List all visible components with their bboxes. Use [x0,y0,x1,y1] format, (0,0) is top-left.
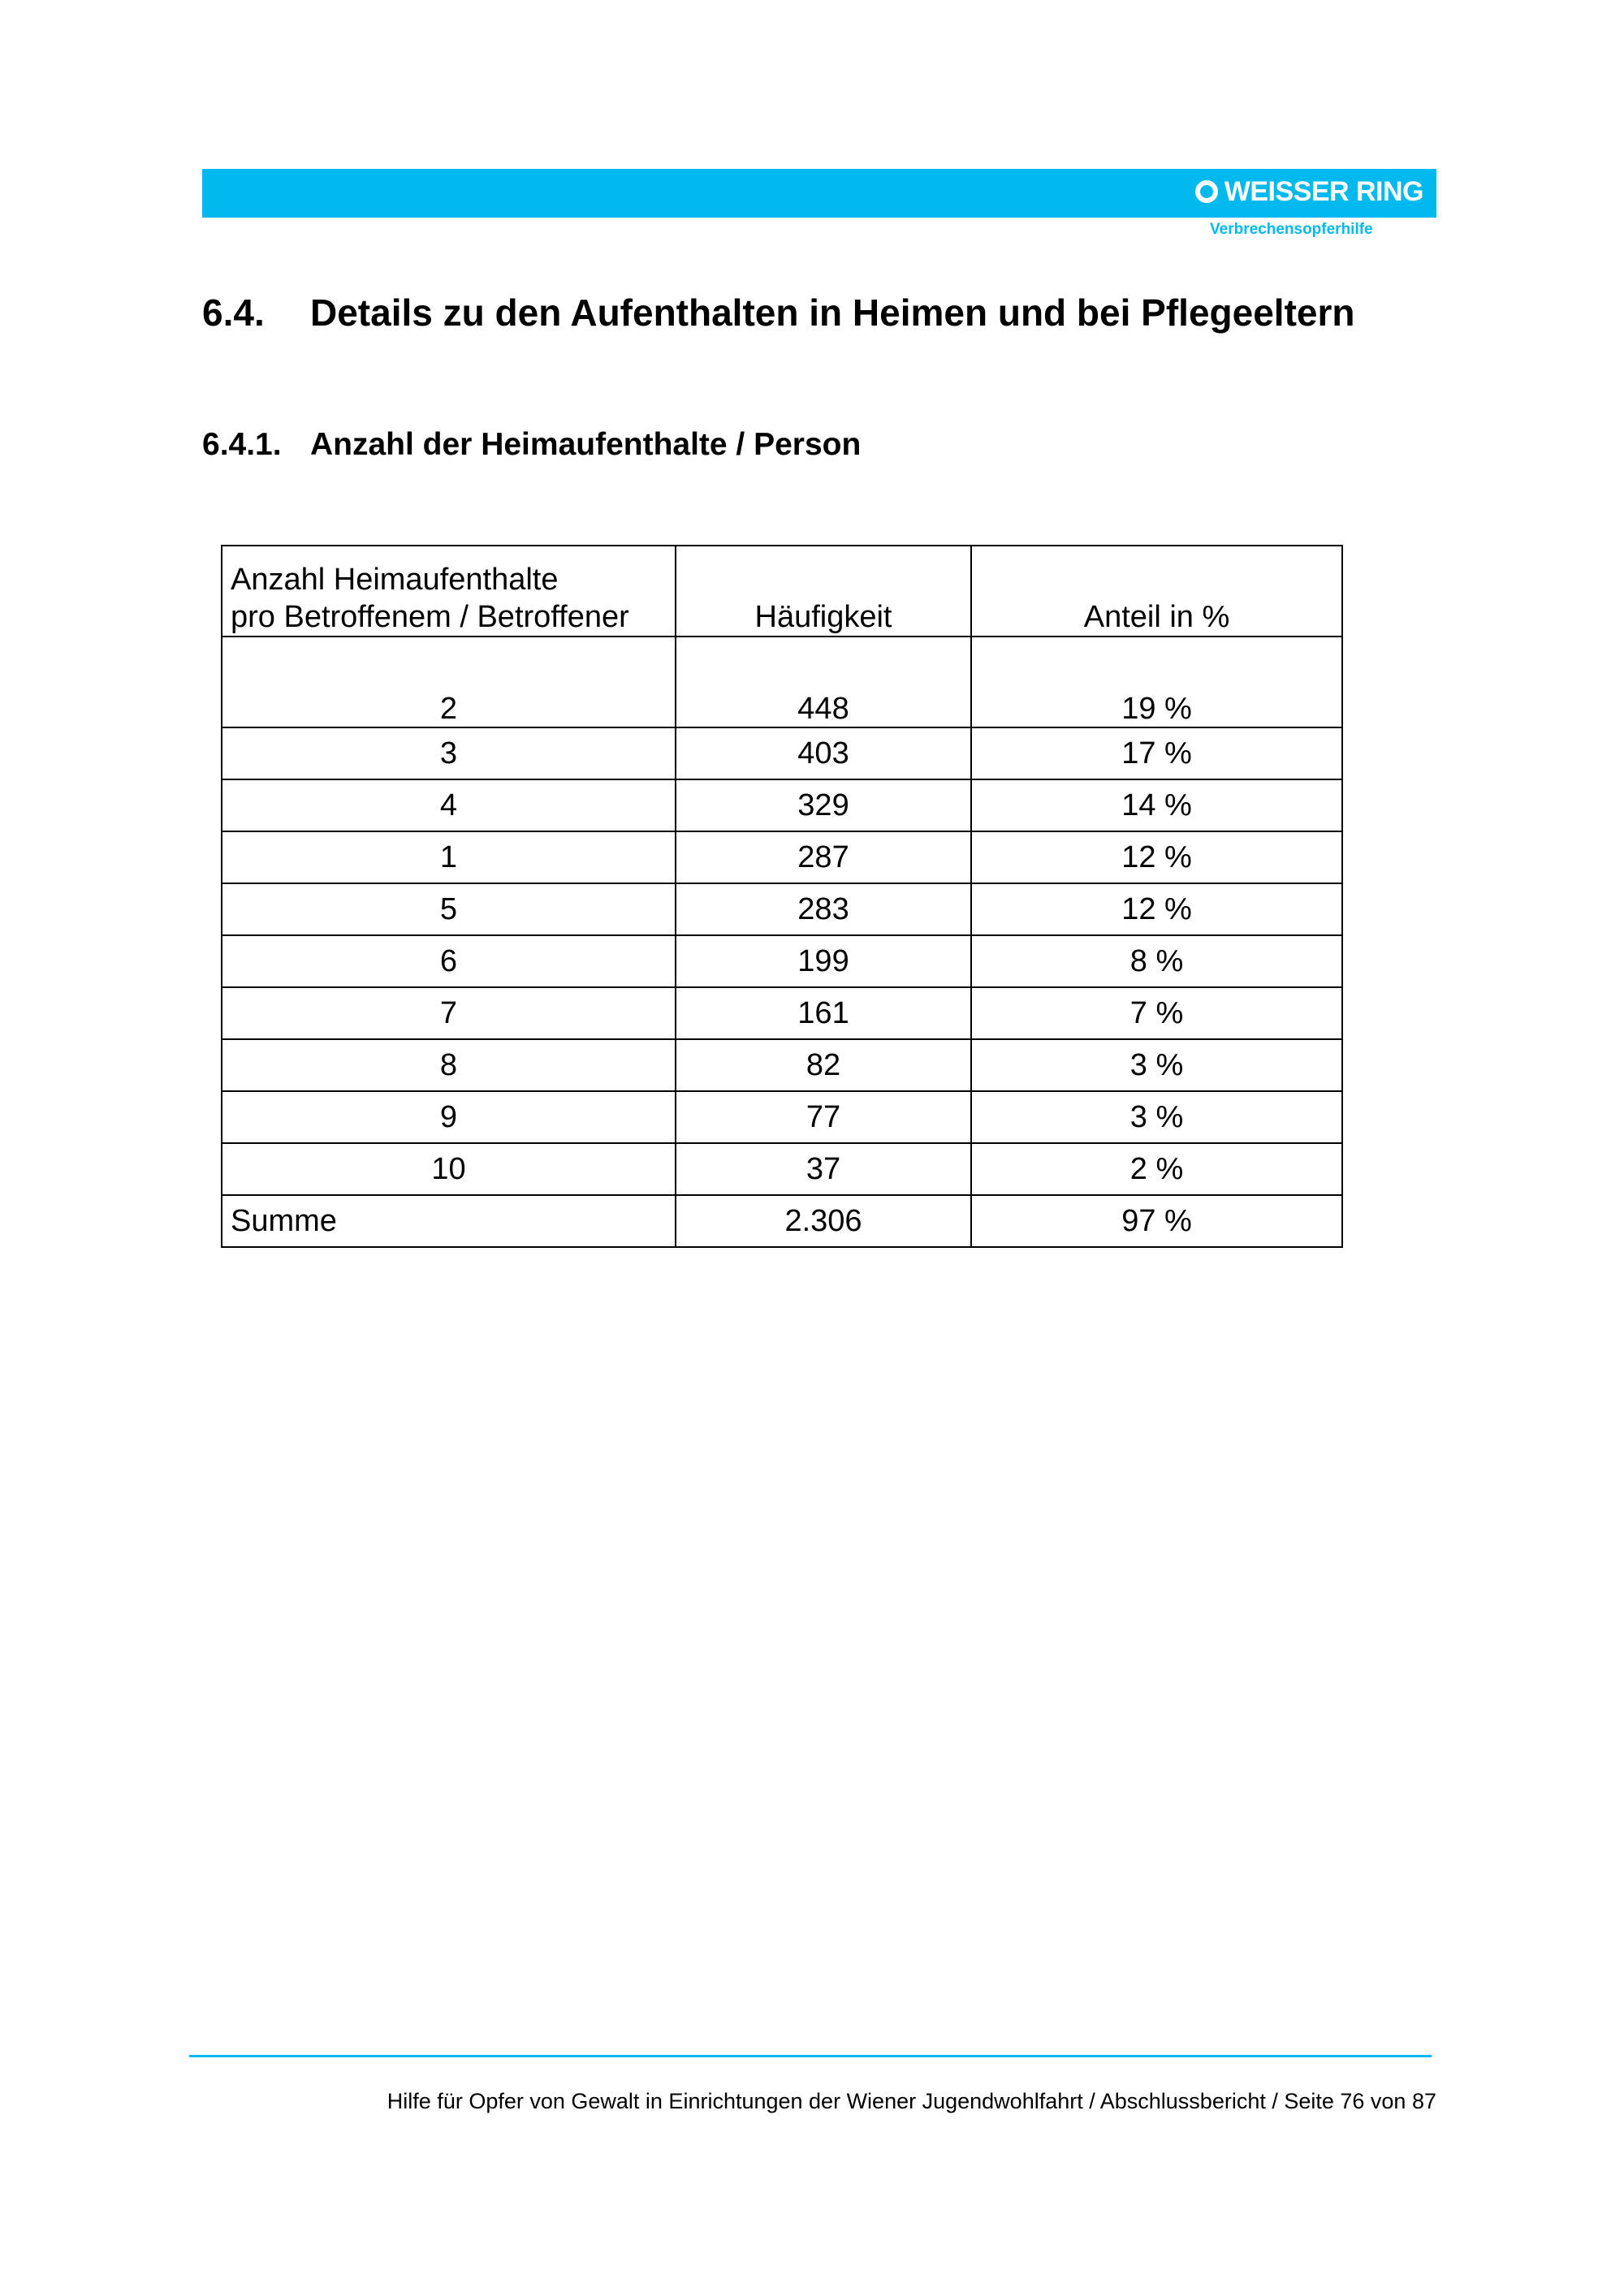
cell-count: 5 [222,883,676,935]
section-heading [202,291,1354,334]
cell-share: 2 % [971,1143,1342,1195]
footer-text: Hilfe für Opfer von Gewalt in Einrichtungen der Wiener Jugendwohlfahrt / Abschlussbericht / Seite 76 von 87 [387,2089,1436,2113]
cell-share: 19 % [971,637,1342,727]
header-frequency: Häufigkeit [676,546,971,637]
cell-frequency: 37 [676,1143,971,1195]
cell-share: 8 % [971,935,1342,987]
logo-name: WEISSER RING [1224,176,1423,207]
cell-count: 8 [222,1039,676,1091]
cell-share: 7 % [971,987,1342,1039]
table-row [222,1143,1342,1195]
header-band [202,169,1436,218]
subsection-heading [202,427,861,463]
table-row [222,1091,1342,1143]
cell-share: 3 % [971,1039,1342,1091]
header-share: Anteil in % [971,546,1342,637]
table-row [222,831,1342,883]
cell-share: 12 % [971,883,1342,935]
cell-count: 7 [222,987,676,1039]
cell-frequency: 329 [676,779,971,831]
table-row [222,1039,1342,1091]
header-count [222,546,676,637]
table-row [222,987,1342,1039]
cell-count: 3 [222,727,676,779]
weisser-ring-logo [1195,175,1423,208]
cell-frequency: 161 [676,987,971,1039]
logo-tagline: Verbrechensopferhilfe [1210,221,1373,238]
section-number: 6.4. [202,291,265,334]
ring-icon [1195,180,1218,203]
cell-frequency: 77 [676,1091,971,1143]
cell-count: 1 [222,831,676,883]
cell-count: 2 [222,637,676,727]
cell-share: 3 % [971,1091,1342,1143]
table-row [222,727,1342,779]
cell-frequency: 283 [676,883,971,935]
cell-share: 17 % [971,727,1342,779]
footer-divider [189,2055,1432,2057]
cell-frequency: 403 [676,727,971,779]
subsection-title: Anzahl der Heimaufenthalte / Person [310,427,862,462]
cell-count: 6 [222,935,676,987]
cell-share: 12 % [971,831,1342,883]
sum-share: 97 % [971,1195,1342,1247]
cell-count: 9 [222,1091,676,1143]
stays-table [221,545,1343,1248]
cell-frequency: 448 [676,637,971,727]
header-count-line1: Anzahl Heimaufenthalte [231,563,559,597]
table-sum-row [222,1195,1342,1247]
cell-share: 14 % [971,779,1342,831]
cell-count: 10 [222,1143,676,1195]
cell-frequency: 287 [676,831,971,883]
cell-count: 4 [222,779,676,831]
sum-label: Summe [222,1195,676,1247]
table-header-row [222,546,1342,637]
table-row [222,935,1342,987]
section-title: Details zu den Aufenthalten in Heimen und bei Pflegeeltern [310,291,1355,334]
table-row [222,883,1342,935]
cell-frequency: 199 [676,935,971,987]
table-row [222,637,1342,727]
subsection-number: 6.4.1. [202,427,282,462]
sum-frequency: 2.306 [676,1195,971,1247]
table-row [222,779,1342,831]
cell-frequency: 82 [676,1039,971,1091]
header-count-line2: pro Betroffenem / Betroffener [231,600,629,634]
